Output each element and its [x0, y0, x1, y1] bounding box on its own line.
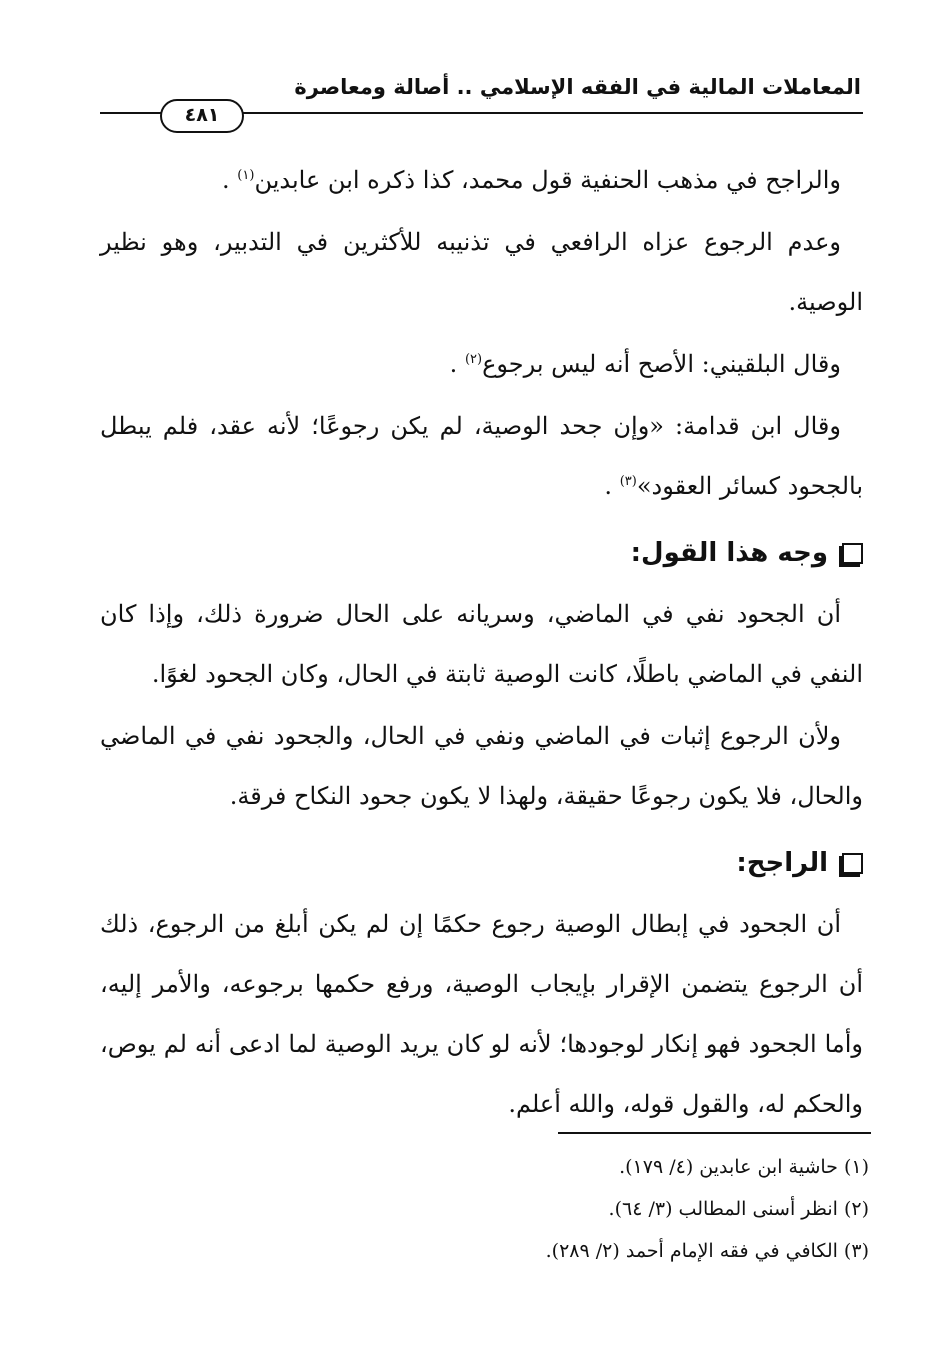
paragraph: وقال ابن قدامة: «وإن جحد الوصية، لم يكن رجوعًا؛ لأنه عقد، فلم يبطل بالجحود كسائر العقود»$^{(٣)}$ . [100, 412, 863, 500]
main-text [100, 150, 863, 1136]
footnote-ref[interactable]: (١) [237, 168, 255, 183]
footnote: (٢) انظر أسنى المطالب (٣/ ٦٤). [608, 1198, 869, 1220]
footnote-ref[interactable]: (٣) [619, 474, 637, 489]
section-heading-label: وجه هذا القول: [630, 538, 828, 568]
footnotes [109, 1146, 869, 1272]
running-title: المعاملات المالية في الفقه الإسلامي .. أصالة ومعاصرة [294, 75, 861, 99]
paragraph: أن الجحود في إبطال الوصية رجوع حكمًا إن لم يكن أبلغ من الرجوع، ذلك أن الرجوع يتضمن الإقرار بإيجاب الوصية، ورفع حكمها برجوعه، والأمر إليه، وأما الجحود فهو إنكار لوجودها؛ لأنه لو كان يريد الوصية لما ادعى أنه لم يوص، والحكم له، والقول قوله، والله أعلم. [100, 910, 864, 1118]
square-bullet-icon [842, 853, 863, 874]
paragraph: وعدم الرجوع عزاه الرافعي في تذنيبه للأكثرين في التدبير، وهو نظير الوصية. [100, 228, 863, 316]
paragraph: والراجح في مذهب الحنفية قول محمد، كذا ذكره ابن عابدين$^{(١)}$ . [222, 166, 841, 194]
footnote: (١) حاشية ابن عابدين (٤/ ١٧٩). [619, 1156, 869, 1178]
footnote-ref[interactable]: (٢) [464, 352, 483, 367]
paragraph: وقال البلقيني: الأصح أنه ليس برجوع$^{(٢)}$ . [449, 350, 841, 378]
paragraph: ولأن الرجوع إثبات في الماضي ونفي في الحال، والجحود نفي في الماضي والحال، فلا يكون رجوعًا حقيقة، ولهذا لا يكون جحود النكاح فرقة. [100, 722, 863, 810]
paragraph: أن الجحود نفي في الماضي، وسريانه على الحال ضرورة ذلك، وإذا كان النفي في الماضي باطلًا، كانت الوصية ثابتة في الحال، وكان الجحود لغوًا. [100, 600, 863, 688]
footnote: (٣) الكافي في فقه الإمام أحمد (٢/ ٢٨٩). [545, 1240, 869, 1262]
page-number: ٤٨١ [160, 99, 244, 133]
footnote-separator [558, 1132, 871, 1134]
section-heading [100, 834, 863, 892]
section-heading [100, 524, 863, 582]
section-heading-label: الراجح: [736, 848, 828, 878]
square-bullet-icon [842, 543, 863, 564]
